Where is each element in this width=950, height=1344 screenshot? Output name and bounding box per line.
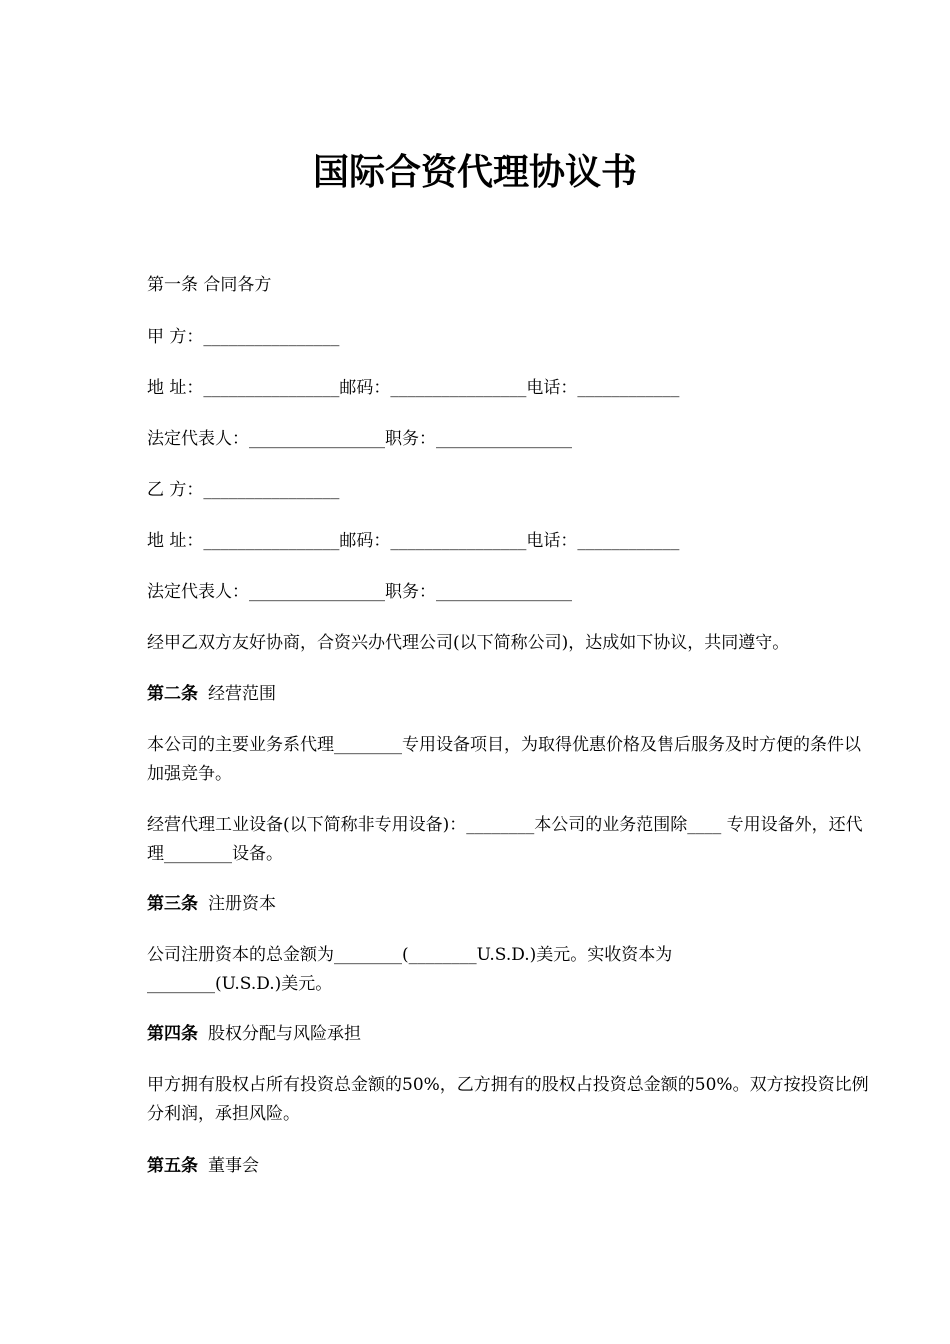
section2-paragraph-2: 经营代理工业设备(以下简称非专用设备)：________本公司的业务范围除____ 专用设备外，还代理________设备。: [147, 815, 863, 864]
party-b-line: 乙 方：________________: [147, 480, 340, 500]
section2-title: 经营范围: [208, 684, 276, 704]
section3-paragraph-line-2: ________(U.S.D.)美元。: [147, 974, 333, 994]
party-a-line: 甲 方：________________: [147, 327, 340, 347]
section3-number: 第三条: [147, 894, 198, 914]
section2-paragraph-1: 本公司的主要业务系代理________专用设备项目，为取得优惠价格及售后服务及时方便的条件以加强竞争。: [147, 735, 861, 784]
section5-heading: [147, 1152, 877, 1181]
section4-title: 股权分配与风险承担: [208, 1024, 361, 1044]
section4-paragraph: 甲方拥有股权占所有投资总金额的50%，乙方拥有的股权占投资总金额的50%。双方按投资比例分利润，承担风险。: [147, 1075, 869, 1124]
party-a-address-line: 地 址：________________邮码：________________电话：____________: [147, 378, 680, 398]
section2-number: 第二条: [147, 684, 198, 704]
section5-title: 董事会: [208, 1156, 259, 1176]
party-b-address-line: 地 址：________________邮码：________________电话：____________: [147, 531, 680, 551]
document-title: 国际合资代理协议书: [312, 151, 637, 193]
party-b-representative-line: 法定代表人：________________职务：________________: [147, 582, 572, 602]
section4-heading: [147, 1020, 877, 1049]
section3-paragraph-line-1: 公司注册资本的总金额为________(________U.S.D.)美元。实收资本为: [147, 945, 673, 965]
section4-number: 第四条: [147, 1024, 198, 1044]
section3-title: 注册资本: [208, 894, 276, 914]
section1-heading: 第一条 合同各方: [147, 275, 272, 295]
agreement-intro: 经甲乙双方友好协商，合资兴办代理公司(以下简称公司)，达成如下协议，共同遵守。: [147, 633, 790, 653]
party-a-representative-line: 法定代表人：________________职务：________________: [147, 429, 572, 449]
section5-number: 第五条: [147, 1156, 198, 1176]
section3-heading: [147, 890, 877, 919]
section2-heading: [147, 680, 877, 709]
